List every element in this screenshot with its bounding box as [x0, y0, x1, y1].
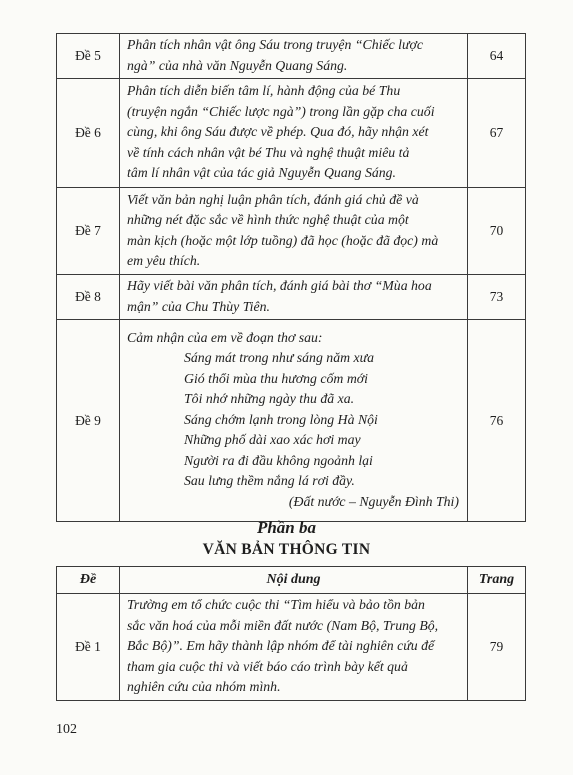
exercise-content: Viết văn bản nghị luận phân tích, đánh giá chủ đề và những nét đặc sắc về hình thức nghệ thuật của một màn kịch (hoặc một lớp tuồng) đã học (hoặc đã đọc) mà em yêu thích. [120, 188, 468, 275]
poem-line: Sau lưng thềm nắng lá rơi đầy. [184, 473, 355, 489]
poem-line: Gió thổi mùa thu hương cốm mới [184, 370, 368, 386]
page-ref: 76 [468, 320, 526, 522]
exercise-intro: Cảm nhận của em về đoạn thơ sau: [127, 329, 323, 345]
exercise-content: Hãy viết bài văn phân tích, đánh giá bài thơ “Mùa hoa mận” của Chu Thùy Tiên. [120, 275, 468, 320]
table-header-row [57, 567, 526, 594]
exercise-table [56, 33, 526, 522]
section-title: VĂN BẢN THÔNG TIN [202, 541, 371, 558]
page-ref: 70 [468, 188, 526, 275]
page-ref: 64 [468, 34, 526, 79]
exercise-number: Đề 1 [57, 594, 120, 701]
table-row [57, 188, 526, 275]
page-ref: 67 [468, 79, 526, 188]
page-ref: 79 [468, 594, 526, 701]
poem-source: (Đất nước – Nguyễn Đình Thi) [288, 493, 459, 509]
page-number: 102 [56, 722, 77, 737]
page-ref: 73 [468, 275, 526, 320]
exercise-number: Đề 5 [57, 34, 120, 79]
table-row [57, 320, 526, 522]
column-header-de: Đề [57, 567, 120, 594]
exercise-content: Phân tích nhân vật ông Sáu trong truyện “Chiếc lược ngà” của nhà văn Nguyễn Quang Sáng. [120, 34, 468, 79]
exercise-number: Đề 6 [57, 79, 120, 188]
table-row [57, 34, 526, 79]
table-row [57, 594, 526, 701]
exercise-number: Đề 8 [57, 275, 120, 320]
exercise-content: Phân tích diễn biến tâm lí, hành động của bé Thu (truyện ngắn “Chiếc lược ngà”) trong lần gặp cha cuối cùng, khi ông Sáu được về phép. Qua đó, hãy nhận xét về tính cách nhân vật bé Thu và nghệ thuật miêu tả tâm lí nhân vật của tác giả Nguyễn Quang Sáng. [120, 79, 468, 188]
exercise-number: Đề 9 [57, 320, 120, 522]
exercise-table [56, 566, 526, 701]
column-header-content: Nội dung [120, 567, 468, 594]
table-row [57, 275, 526, 320]
exercise-number: Đề 7 [57, 188, 120, 275]
column-header-page: Trang [468, 567, 526, 594]
part-title: Phần ba [256, 518, 317, 537]
poem-line: Sáng chớm lạnh trong lòng Hà Nội [184, 411, 378, 427]
poem-line: Tôi nhớ những ngày thu đã xa. [184, 391, 355, 407]
exercise-content [120, 320, 468, 522]
table-row [57, 79, 526, 188]
poem-line: Người ra đi đầu không ngoảnh lại [184, 452, 373, 468]
exercise-content: Trường em tổ chức cuộc thi “Tìm hiểu và bảo tồn bản sắc văn hoá của mỗi miền đất nước (Nam Bộ, Trung Bộ, Bắc Bộ)”. Em hãy thành lập nhóm để tài nghiên cứu để tham gia cuộc thi và viết báo cáo trình bày kết quả nghiên cứu của nhóm mình. [120, 594, 468, 701]
poem-line: Sáng mát trong như sáng năm xưa [184, 350, 375, 366]
poem-excerpt [127, 348, 461, 492]
poem-line: Những phố dài xao xác hơi may [184, 432, 361, 448]
